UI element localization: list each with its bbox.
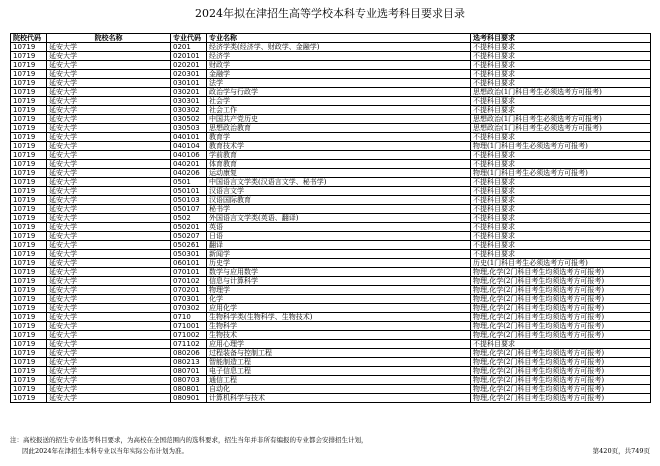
table-row: [11, 115, 651, 124]
cell-school-name: 延安大学: [47, 187, 171, 196]
cell-requirement: 物理,化学(2门科目考生均须选考方可报考): [471, 367, 651, 376]
cell-school-name: 延安大学: [47, 304, 171, 313]
cell-school-code: 10719: [11, 241, 47, 250]
cell-major-name: 中国语言文学类(汉语言文学、秘书学): [207, 178, 471, 187]
cell-major-code: 070201: [171, 286, 207, 295]
cell-school-code: 10719: [11, 61, 47, 70]
cell-major-name: 经济学类(经济学、财政学、金融学): [207, 43, 471, 52]
table-row: [11, 331, 651, 340]
cell-major-name: 运动康复: [207, 169, 471, 178]
cell-school-name: 延安大学: [47, 223, 171, 232]
cell-school-code: 10719: [11, 331, 47, 340]
cell-school-code: 10719: [11, 214, 47, 223]
cell-school-name: 延安大学: [47, 124, 171, 133]
cell-major-code: 080801: [171, 385, 207, 394]
table-row: [11, 385, 651, 394]
cell-major-code: 071102: [171, 340, 207, 349]
table-row: [11, 340, 651, 349]
requirements-table: [10, 33, 651, 403]
cell-major-code: 050301: [171, 250, 207, 259]
cell-school-code: 10719: [11, 115, 47, 124]
table-row: [11, 178, 651, 187]
cell-major-code: 030201: [171, 88, 207, 97]
cell-school-code: 10719: [11, 259, 47, 268]
cell-requirement: 物理,化学(2门科目考生均须选考方可报考): [471, 349, 651, 358]
cell-major-code: 030502: [171, 115, 207, 124]
cell-school-code: 10719: [11, 97, 47, 106]
cell-requirement: 物理,化学(2门科目考生均须选考方可报考): [471, 376, 651, 385]
header-major-name: 专业名称: [207, 34, 471, 43]
cell-major-name: 生物技术: [207, 331, 471, 340]
cell-school-code: 10719: [11, 295, 47, 304]
cell-school-code: 10719: [11, 367, 47, 376]
table-row: [11, 214, 651, 223]
cell-school-code: 10719: [11, 43, 47, 52]
cell-requirement: 不提科目要求: [471, 151, 651, 160]
table-body: [11, 43, 651, 403]
cell-school-name: 延安大学: [47, 160, 171, 169]
cell-requirement: 不提科目要求: [471, 205, 651, 214]
cell-major-name: 社会工作: [207, 106, 471, 115]
cell-major-code: 0201: [171, 43, 207, 52]
cell-school-code: 10719: [11, 106, 47, 115]
cell-major-code: 070301: [171, 295, 207, 304]
cell-school-code: 10719: [11, 286, 47, 295]
table-row: [11, 169, 651, 178]
cell-school-code: 10719: [11, 88, 47, 97]
cell-requirement: 不提科目要求: [471, 340, 651, 349]
cell-major-name: 中国共产党历史: [207, 115, 471, 124]
cell-major-code: 050261: [171, 241, 207, 250]
cell-school-code: 10719: [11, 52, 47, 61]
cell-major-name: 汉语言文学: [207, 187, 471, 196]
table-row: [11, 124, 651, 133]
cell-school-name: 延安大学: [47, 106, 171, 115]
cell-requirement: 不提科目要求: [471, 70, 651, 79]
cell-school-name: 延安大学: [47, 133, 171, 142]
cell-major-name: 法学: [207, 79, 471, 88]
table-row: [11, 160, 651, 169]
cell-major-name: 经济学: [207, 52, 471, 61]
table-row: [11, 106, 651, 115]
table-row: [11, 286, 651, 295]
cell-school-name: 延安大学: [47, 142, 171, 151]
header-school-name: 院校名称: [47, 34, 171, 43]
cell-major-code: 060101: [171, 259, 207, 268]
cell-school-name: 延安大学: [47, 376, 171, 385]
cell-school-code: 10719: [11, 358, 47, 367]
cell-school-code: 10719: [11, 187, 47, 196]
cell-school-name: 延安大学: [47, 52, 171, 61]
cell-major-name: 自动化: [207, 385, 471, 394]
cell-school-name: 延安大学: [47, 268, 171, 277]
cell-requirement: 物理,化学(2门科目考生均须选考方可报考): [471, 286, 651, 295]
cell-requirement: 不提科目要求: [471, 250, 651, 259]
document-title: 2024年拟在津招生高等学校本科专业选考科目要求目录: [195, 7, 465, 20]
cell-school-name: 延安大学: [47, 79, 171, 88]
cell-school-name: 延安大学: [47, 241, 171, 250]
cell-requirement: 思想政治(1门科目考生必须选考方可报考): [471, 124, 651, 133]
cell-school-name: 延安大学: [47, 367, 171, 376]
cell-school-name: 延安大学: [47, 70, 171, 79]
table-row: [11, 187, 651, 196]
cell-school-name: 延安大学: [47, 205, 171, 214]
cell-school-code: 10719: [11, 124, 47, 133]
cell-major-name: 计算机科学与技术: [207, 394, 471, 403]
table-row: [11, 349, 651, 358]
table-row: [11, 322, 651, 331]
cell-major-code: 071001: [171, 322, 207, 331]
cell-requirement: 思想政治(1门科目考生必须选考方可报考): [471, 115, 651, 124]
cell-school-name: 延安大学: [47, 178, 171, 187]
header-school-code: 院校代码: [11, 34, 47, 43]
cell-requirement: 物理,化学(2门科目考生均须选考方可报考): [471, 322, 651, 331]
cell-school-code: 10719: [11, 178, 47, 187]
cell-major-name: 新闻学: [207, 250, 471, 259]
cell-school-name: 延安大学: [47, 250, 171, 259]
cell-major-name: 通信工程: [207, 376, 471, 385]
cell-school-name: 延安大学: [47, 313, 171, 322]
cell-requirement: 不提科目要求: [471, 52, 651, 61]
table-row: [11, 70, 651, 79]
cell-major-name: 电子信息工程: [207, 367, 471, 376]
cell-school-name: 延安大学: [47, 295, 171, 304]
cell-school-name: 延安大学: [47, 232, 171, 241]
cell-major-code: 040101: [171, 133, 207, 142]
cell-requirement: 物理,化学(2门科目考生均须选考方可报考): [471, 313, 651, 322]
cell-school-code: 10719: [11, 349, 47, 358]
cell-school-code: 10719: [11, 394, 47, 403]
cell-major-code: 071002: [171, 331, 207, 340]
footnote-line-2: 因此2024年在津招生本科专业以当年实际公布计划为准。: [22, 447, 189, 455]
table-row: [11, 61, 651, 70]
table-row: [11, 43, 651, 52]
table-row: [11, 268, 651, 277]
cell-major-code: 050101: [171, 187, 207, 196]
cell-school-code: 10719: [11, 313, 47, 322]
cell-major-code: 0710: [171, 313, 207, 322]
cell-major-code: 050201: [171, 223, 207, 232]
cell-school-name: 延安大学: [47, 259, 171, 268]
cell-school-code: 10719: [11, 79, 47, 88]
cell-requirement: 不提科目要求: [471, 196, 651, 205]
cell-requirement: 不提科目要求: [471, 79, 651, 88]
cell-major-name: 学前教育: [207, 151, 471, 160]
cell-major-code: 0501: [171, 178, 207, 187]
cell-major-name: 体育教育: [207, 160, 471, 169]
cell-major-code: 050107: [171, 205, 207, 214]
cell-school-code: 10719: [11, 385, 47, 394]
cell-school-name: 延安大学: [47, 88, 171, 97]
cell-major-code: 040201: [171, 160, 207, 169]
footnote-line-1: 注：高校报送的招生专业选考科目要求，为高校在全国范围内的选科要求，招生当年并非所有编报的专业都会安排招生计划，: [10, 436, 368, 444]
table-row: [11, 133, 651, 142]
cell-major-name: 秘书学: [207, 205, 471, 214]
page-indicator: 第420页，共749页: [592, 447, 650, 455]
cell-requirement: 不提科目要求: [471, 178, 651, 187]
cell-major-name: 应用化学: [207, 304, 471, 313]
cell-school-name: 延安大学: [47, 151, 171, 160]
cell-requirement: 思想政治(1门科目考生必须选考方可报考): [471, 88, 651, 97]
cell-requirement: 物理(1门科目考生必须选考方可报考): [471, 142, 651, 151]
table-row: [11, 196, 651, 205]
cell-requirement: 不提科目要求: [471, 214, 651, 223]
table-row: [11, 304, 651, 313]
cell-requirement: 物理,化学(2门科目考生均须选考方可报考): [471, 268, 651, 277]
cell-requirement: 不提科目要求: [471, 223, 651, 232]
cell-school-code: 10719: [11, 376, 47, 385]
cell-major-name: 社会学: [207, 97, 471, 106]
cell-major-code: 050103: [171, 196, 207, 205]
cell-requirement: 不提科目要求: [471, 106, 651, 115]
cell-school-code: 10719: [11, 223, 47, 232]
cell-requirement: 物理,化学(2门科目考生均须选考方可报考): [471, 358, 651, 367]
cell-requirement: 不提科目要求: [471, 241, 651, 250]
cell-requirement: 不提科目要求: [471, 61, 651, 70]
cell-school-name: 延安大学: [47, 169, 171, 178]
cell-school-code: 10719: [11, 250, 47, 259]
cell-school-name: 延安大学: [47, 214, 171, 223]
cell-requirement: 物理,化学(2门科目考生均须选考方可报考): [471, 394, 651, 403]
cell-school-name: 延安大学: [47, 358, 171, 367]
cell-major-code: 030302: [171, 106, 207, 115]
cell-major-name: 财政学: [207, 61, 471, 70]
cell-major-code: 030301: [171, 97, 207, 106]
cell-major-name: 思想政治教育: [207, 124, 471, 133]
cell-requirement: 历史(1门科目考生必须选考方可报考): [471, 259, 651, 268]
header-requirement: 选考科目要求: [471, 34, 651, 43]
cell-major-code: 030503: [171, 124, 207, 133]
cell-school-name: 延安大学: [47, 340, 171, 349]
table-row: [11, 313, 651, 322]
cell-school-code: 10719: [11, 304, 47, 313]
cell-major-name: 日语: [207, 232, 471, 241]
table-row: [11, 367, 651, 376]
cell-requirement: 物理,化学(2门科目考生均须选考方可报考): [471, 331, 651, 340]
cell-school-name: 延安大学: [47, 286, 171, 295]
cell-major-name: 历史学: [207, 259, 471, 268]
cell-school-code: 10719: [11, 169, 47, 178]
cell-school-code: 10719: [11, 340, 47, 349]
table-row: [11, 232, 651, 241]
table-row: [11, 394, 651, 403]
cell-major-code: 020101: [171, 52, 207, 61]
cell-major-code: 080901: [171, 394, 207, 403]
table-row: [11, 250, 651, 259]
cell-major-name: 信息与计算科学: [207, 277, 471, 286]
cell-major-name: 外国语言文学类(英语、翻译): [207, 214, 471, 223]
cell-major-code: 070102: [171, 277, 207, 286]
cell-requirement: 不提科目要求: [471, 187, 651, 196]
cell-school-code: 10719: [11, 142, 47, 151]
cell-requirement: 不提科目要求: [471, 97, 651, 106]
cell-major-code: 040206: [171, 169, 207, 178]
cell-school-code: 10719: [11, 160, 47, 169]
cell-school-code: 10719: [11, 70, 47, 79]
cell-requirement: 物理,化学(2门科目考生均须选考方可报考): [471, 277, 651, 286]
cell-major-name: 英语: [207, 223, 471, 232]
cell-major-name: 政治学与行政学: [207, 88, 471, 97]
table-row: [11, 151, 651, 160]
table-row: [11, 52, 651, 61]
cell-major-name: 生物科学: [207, 322, 471, 331]
cell-school-name: 延安大学: [47, 115, 171, 124]
cell-school-name: 延安大学: [47, 43, 171, 52]
table-row: [11, 88, 651, 97]
cell-school-code: 10719: [11, 268, 47, 277]
cell-major-code: 070101: [171, 268, 207, 277]
cell-major-code: 030101: [171, 79, 207, 88]
cell-school-name: 延安大学: [47, 277, 171, 286]
cell-school-code: 10719: [11, 151, 47, 160]
cell-major-code: 020201: [171, 61, 207, 70]
cell-major-name: 翻译: [207, 241, 471, 250]
cell-major-code: 080701: [171, 367, 207, 376]
cell-requirement: 不提科目要求: [471, 133, 651, 142]
cell-school-name: 延安大学: [47, 97, 171, 106]
table-row: [11, 79, 651, 88]
cell-major-name: 应用心理学: [207, 340, 471, 349]
table-row: [11, 277, 651, 286]
cell-major-name: 金融学: [207, 70, 471, 79]
cell-requirement: 物理,化学(2门科目考生均须选考方可报考): [471, 385, 651, 394]
table-row: [11, 205, 651, 214]
cell-major-name: 教育学: [207, 133, 471, 142]
cell-major-name: 化学: [207, 295, 471, 304]
cell-major-code: 070302: [171, 304, 207, 313]
cell-requirement: 不提科目要求: [471, 160, 651, 169]
cell-school-name: 延安大学: [47, 394, 171, 403]
table-row: [11, 358, 651, 367]
cell-requirement: 物理(1门科目考生必须选考方可报考): [471, 169, 651, 178]
table-row: [11, 259, 651, 268]
table-row: [11, 295, 651, 304]
cell-school-name: 延安大学: [47, 322, 171, 331]
cell-major-name: 汉语国际教育: [207, 196, 471, 205]
cell-school-code: 10719: [11, 322, 47, 331]
table-row: [11, 223, 651, 232]
cell-major-name: 数学与应用数学: [207, 268, 471, 277]
cell-major-name: 过程装备与控制工程: [207, 349, 471, 358]
cell-requirement: 不提科目要求: [471, 232, 651, 241]
cell-major-name: 生物科学类(生物科学、生物技术): [207, 313, 471, 322]
cell-school-name: 延安大学: [47, 331, 171, 340]
table-row: [11, 97, 651, 106]
cell-major-code: 050207: [171, 232, 207, 241]
cell-requirement: 物理,化学(2门科目考生均须选考方可报考): [471, 295, 651, 304]
cell-school-code: 10719: [11, 196, 47, 205]
cell-school-code: 10719: [11, 232, 47, 241]
cell-major-code: 040104: [171, 142, 207, 151]
cell-major-code: 040106: [171, 151, 207, 160]
cell-major-code: 080703: [171, 376, 207, 385]
table-row: [11, 142, 651, 151]
cell-school-name: 延安大学: [47, 196, 171, 205]
cell-major-name: 智能制造工程: [207, 358, 471, 367]
cell-requirement: 物理,化学(2门科目考生均须选考方可报考): [471, 304, 651, 313]
cell-school-name: 延安大学: [47, 385, 171, 394]
table-row: [11, 376, 651, 385]
cell-major-code: 080206: [171, 349, 207, 358]
header-major-code: 专业代码: [171, 34, 207, 43]
cell-school-name: 延安大学: [47, 349, 171, 358]
table-header-row: [11, 34, 651, 43]
cell-school-name: 延安大学: [47, 61, 171, 70]
cell-school-code: 10719: [11, 277, 47, 286]
cell-major-code: 0502: [171, 214, 207, 223]
cell-major-name: 物理学: [207, 286, 471, 295]
cell-major-code: 080213: [171, 358, 207, 367]
cell-major-name: 教育技术学: [207, 142, 471, 151]
cell-school-code: 10719: [11, 205, 47, 214]
cell-major-code: 020301: [171, 70, 207, 79]
table-row: [11, 241, 651, 250]
cell-school-code: 10719: [11, 133, 47, 142]
cell-requirement: 不提科目要求: [471, 43, 651, 52]
